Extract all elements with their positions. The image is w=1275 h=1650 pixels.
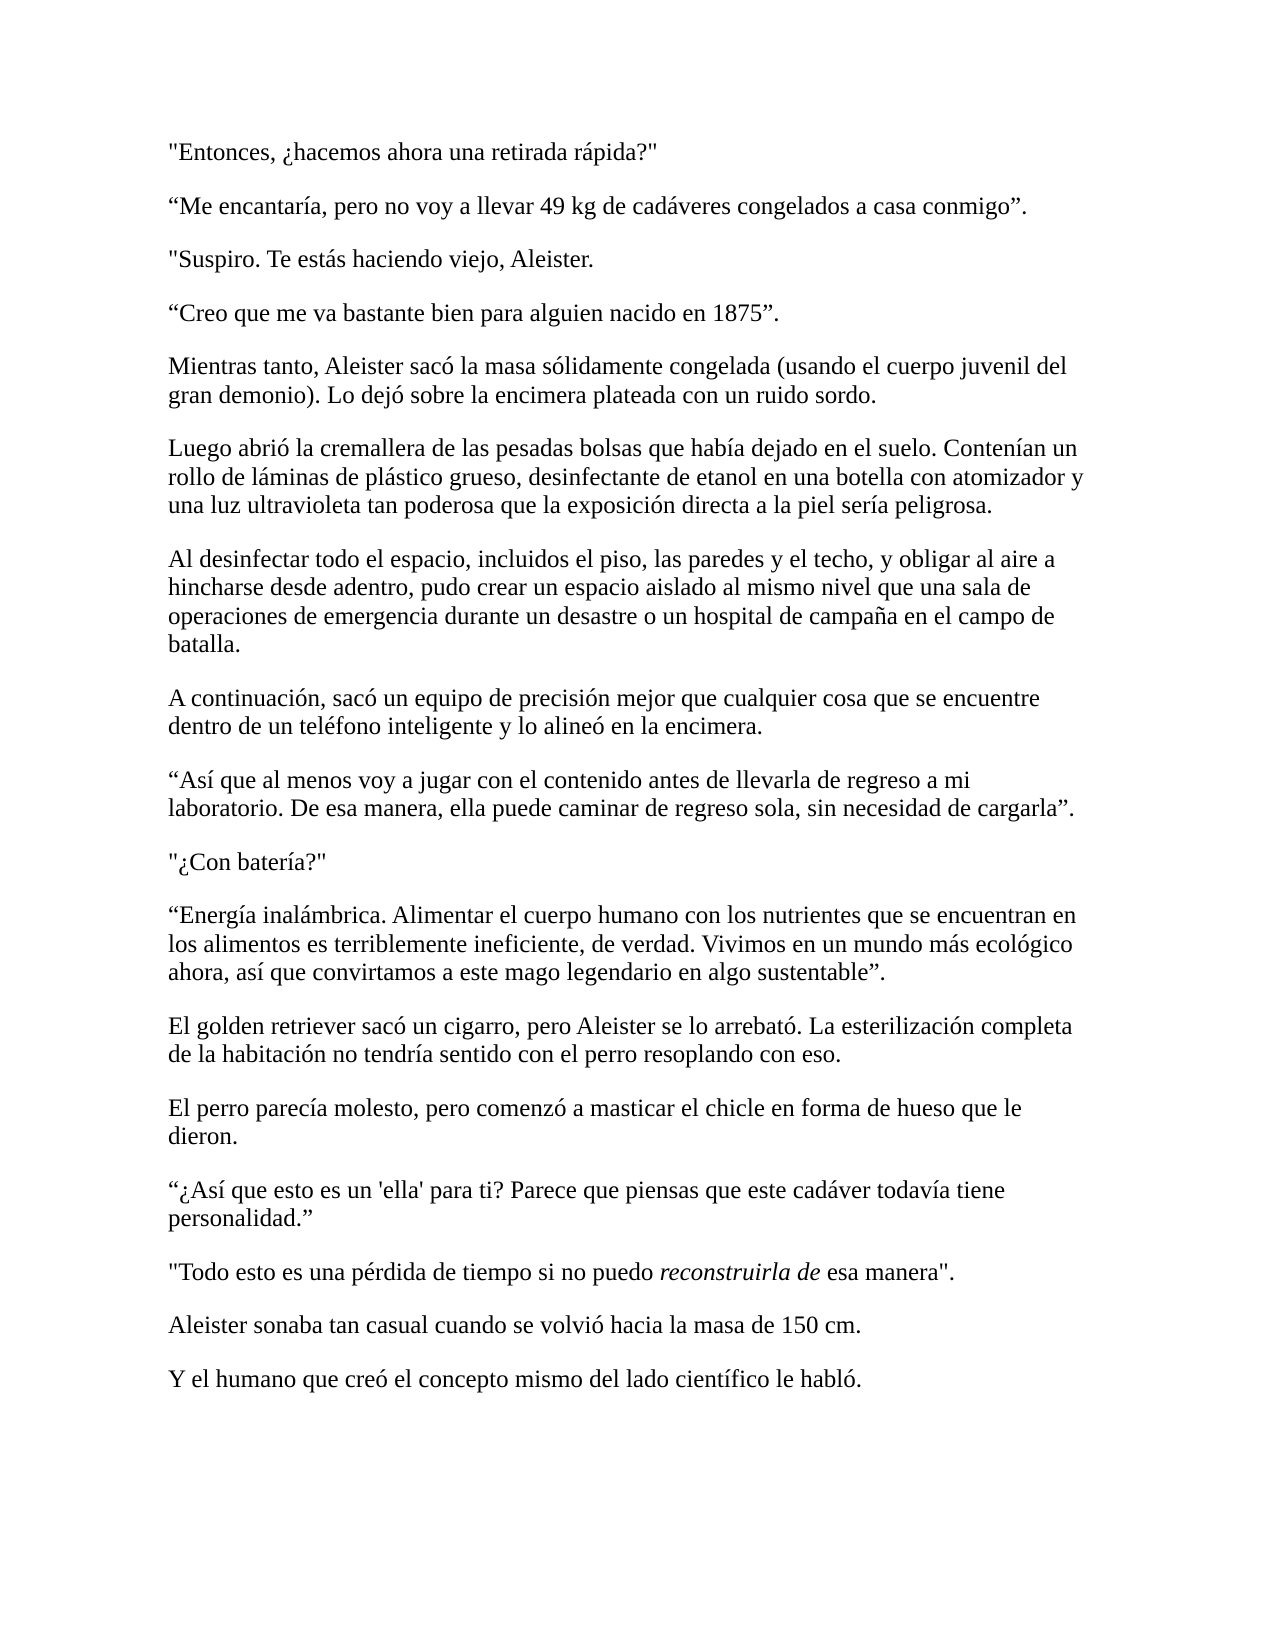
text-run: gran demonio). Lo dejó sobre la encimera plateada con un ruido sordo.	[168, 381, 877, 409]
text-run: "Suspiro. Te estás haciendo viejo, Aleister.	[168, 246, 594, 273]
paragraph	[168, 1177, 1188, 1234]
text-run: Mientras tanto, Aleister sacó la masa sólidamente congelada (usando el cuerpo juvenil del	[168, 353, 1068, 380]
paragraph	[168, 246, 1188, 275]
text-run-italic: reconstruirla de	[659, 1258, 821, 1286]
text-run: “Energía inalámbrica. Alimentar el cuerpo humano con los nutrientes que se encuentran en	[168, 902, 1077, 929]
text-run: laboratorio. De esa manera, ella puede caminar de regreso sola, sin necesidad de cargarla”.	[168, 795, 1075, 822]
text-run: una luz ultravioleta tan poderosa que la exposición directa a la piel sería peligrosa.	[168, 492, 993, 519]
text-run: rollo de láminas de plástico grueso, desinfectante de etanol en una botella con atomizador y	[168, 463, 1084, 491]
text-run: "Entonces, ¿hacemos ahora una retirada rápida?"	[168, 139, 658, 166]
text-run: “¿Así que esto es un 'ella' para ti? Parece que piensas que este cadáver todavía tiene	[168, 1176, 1006, 1204]
text-run: de la habitación no tendría sentido con el perro resoplando con eso.	[168, 1041, 842, 1068]
paragraph	[168, 767, 1188, 824]
text-run: operaciones de emergencia durante un desastre o un hospital de campaña en el campo de	[168, 602, 1055, 630]
text-run: “Así que al menos voy a jugar con el contenido antes de llevarla de regreso a mi	[168, 766, 971, 794]
paragraph	[168, 193, 1188, 222]
text-run: esa manera".	[820, 1258, 955, 1286]
text-run: El perro parecía molesto, pero comenzó a masticar el chicle en forma de hueso que le	[168, 1094, 1022, 1122]
text-run: dieron.	[168, 1123, 239, 1150]
text-run: “Me encantaría, pero no voy a llevar 49 kg de cadáveres congelados a casa conmigo”.	[168, 192, 1028, 220]
text-run: "¿Con batería?"	[168, 848, 327, 876]
paragraph	[168, 1312, 1188, 1341]
paragraph	[168, 546, 1188, 660]
paragraph	[168, 685, 1188, 742]
text-column	[168, 139, 1188, 1419]
text-run: hincharse desde adentro, pudo crear un espacio aislado al mismo nivel que una sala de	[168, 574, 1031, 601]
text-run: los alimentos es terriblemente ineficiente, de verdad. Vivimos en un mundo más ecológico	[168, 930, 1073, 958]
paragraph	[168, 1259, 1188, 1288]
paragraph	[168, 300, 1188, 329]
paragraph	[168, 849, 1188, 878]
paragraph	[168, 435, 1188, 521]
text-run: “Creo que me va bastante bien para alguien nacido en 1875”.	[168, 299, 780, 327]
paragraph	[168, 1366, 1188, 1395]
paragraph	[168, 1095, 1188, 1152]
text-run: "Todo esto es una pérdida de tiempo si no puedo	[168, 1258, 660, 1286]
text-run: Luego abrió la cremallera de las pesadas bolsas que había dejado en el suelo. Contenían un	[168, 435, 1078, 462]
text-run: dentro de un teléfono inteligente y lo alineó en la encimera.	[168, 713, 763, 740]
text-run: Al desinfectar todo el espacio, incluidos el piso, las paredes y el techo, y obligar al aire a	[168, 545, 1056, 573]
text-run: ahora, así que convirtamos a este mago legendario en algo sustentable”.	[168, 959, 886, 986]
paragraph	[168, 1013, 1188, 1070]
text-run: batalla.	[168, 631, 241, 658]
text-run: Y el humano que creó el concepto mismo del lado científico le habló.	[168, 1365, 862, 1393]
paragraph	[168, 902, 1188, 988]
paragraph	[168, 139, 1188, 168]
text-run: personalidad.”	[168, 1205, 314, 1232]
text-run: A continuación, sacó un equipo de precisión mejor que cualquier cosa que se encuentre	[168, 684, 1040, 712]
text-run: El golden retriever sacó un cigarro, pero Aleister se lo arrebató. La esterilización completa	[168, 1012, 1073, 1040]
paragraph	[168, 353, 1188, 410]
text-run: Aleister sonaba tan casual cuando se volvió hacia la masa de 150 cm.	[168, 1312, 862, 1339]
